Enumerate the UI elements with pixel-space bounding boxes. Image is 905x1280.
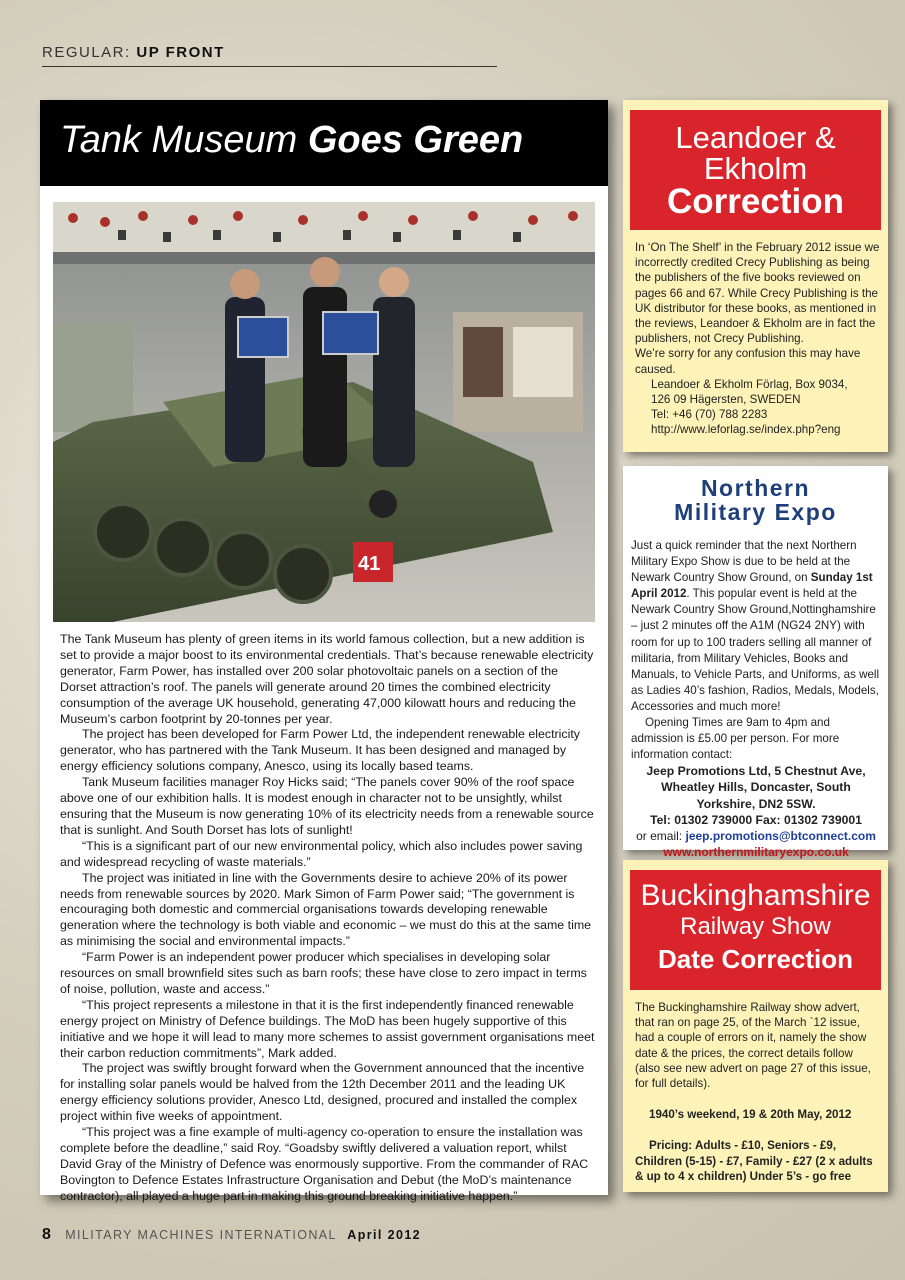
correction-box	[623, 100, 888, 452]
article-title	[60, 119, 523, 162]
article-body	[60, 632, 595, 1205]
article-title-bar	[40, 100, 608, 186]
article-paragraph: The project has been developed for Farm Power Ltd, the independent renewable electricity generator, who has partnered with the Tank Museum. It has been designed and managed by energy efficiency solutions company, Anesco, using its locally based teams.	[60, 727, 580, 774]
article-paragraph: “Farm Power is an independent power producer which specialises in developing solar resources on small brownfield sites such as barn roofs; these have close to zero impact in terms of noise, pollution, waste and access.”	[60, 950, 587, 996]
expo-opening: Opening Times are 9am to 4pm and admission is £5.00 per person. For more information contact:	[631, 716, 840, 762]
article-photo	[53, 202, 595, 622]
address-line: Tel: +46 (70) 788 2283	[651, 408, 768, 422]
expo-phone: Tel: 01302 739000 Fax: 01302 739001	[650, 812, 862, 827]
railway-pricing: Pricing: Adults - £10, Seniors - £9, Children (5-15) - £7, Family - £27 (2 x adults & up to 4 x children) Under 5’s - go free	[635, 1139, 873, 1183]
article-paragraph: The project was initiated in line with the Governments desire to achieve 20% of its power needs from renewable sources by 2020. Mark Simon of Farm Power said; “The government is encouraging both domestic and commercial organisations towards developing renewable generation where the technology is both viable and economic – we must do this at the same time as minimising the social and environmental impacts.”	[60, 870, 592, 949]
expo-website-link[interactable]: www.northernmilitaryexpo.co.uk	[663, 844, 849, 859]
railway-text: The Buckinghamshire Railway show advert, that ran on page 25, of the March `12 issue, had a couple of errors on it, namely the show date & the prices, the correct details follow (also see new advert on page 27 of this issue, for full details).	[635, 1001, 871, 1091]
correction-address	[635, 377, 881, 438]
article-paragraph: The project was swiftly brought forward when the Government announced that the incentive for installing solar panels would be halved from the 12th December 2011 and the leading UK energy efficiency solutions provider, Anesco Ltd, designed, procured and installed the complex project within five weeks of appointment.	[60, 1061, 585, 1124]
turret-number: 41	[358, 553, 381, 575]
expo-text-after: . This popular event is held at the Newark Country Show Ground,Nottinghamshire – just 2 minutes off the A1M (NG24 2NY) with room for up to 100 traders selling all manner of militaria, from Military Vehicles, Books and Manuals, to Vehicle Parts, and Uniforms, as well as Ladies 40’s fashion, Radios, Medals, Models, Accessories and much more!	[631, 587, 880, 713]
title-regular: Tank Museum	[60, 119, 298, 161]
railway-box-title	[630, 870, 881, 990]
page-number: 8	[42, 1226, 53, 1243]
article-paragraph: “This project was a fine example of multi-agency co-operation to ensure the installation was complete before the deadline,” said Roy. “Goadsby swiftly delivered a valuation report, whilst David Gray of the Ministry of Defence was enormously supportive. From the commander of RAC Bovington to Defence Estates Infrastructure Organisation and Debut (the MoD’s maintenance contractor), all played a huge part in making this ground breaking initiative happen.”	[60, 1125, 589, 1203]
expo-date: Sunday 1st April 2012	[631, 571, 873, 601]
expo-email-line	[631, 828, 881, 844]
correction-apology: We’re sorry for any confusion this may have caused.	[635, 347, 861, 376]
section-header	[42, 44, 497, 67]
railway-box	[623, 860, 888, 1192]
page-footer	[42, 1226, 421, 1244]
section-label: REGULAR:	[42, 44, 131, 61]
correction-title-line2: Ekholm	[703, 151, 808, 186]
railway-title-line2: Railway Show	[680, 913, 831, 940]
tank-photo-illustration	[53, 202, 595, 622]
expo-title-line1: Northern	[700, 475, 811, 501]
people-figures	[225, 257, 415, 467]
correction-box-title	[630, 110, 881, 230]
main-article	[40, 100, 608, 1203]
expo-box-body	[631, 538, 881, 860]
railway-box-body	[635, 1000, 881, 1184]
expo-email-label: or email:	[636, 828, 686, 843]
expo-text	[631, 538, 881, 715]
article-paragraph: Tank Museum facilities manager Roy Hicks said; “The panels cover 90% of the roof space above one of our exhibition halls. It is modest enough in character not to be unsightly, whilst ensuring that the Museum is now generating 10% of its electricity needs from a renewable source that is sunlight. And South Dorset has lots of sunlight!	[60, 775, 594, 837]
address-url[interactable]: http://www.leforlag.se/index.php?eng	[651, 423, 841, 437]
address-line: 126 09 Hägersten, SWEDEN	[651, 393, 801, 407]
article-paragraph: “This is a significant part of our new environmental policy, which also includes power saving and widespread recycling of waste materials.”	[60, 838, 583, 869]
correction-title-line1: Leandoer &	[675, 120, 836, 155]
correction-title-line3: Correction	[667, 182, 844, 221]
expo-box-title	[623, 466, 888, 524]
railway-title-line3: Date Correction	[657, 944, 854, 974]
title-bold: Goes Green	[307, 119, 524, 161]
expo-box	[623, 466, 888, 859]
railway-title-line1: Buckinghamshire	[640, 879, 871, 912]
expo-title-line2: Military Expo	[674, 499, 837, 525]
expo-text-before: Just a quick reminder that the next Northern Military Expo Show is due to be held at the Newark Country Show Ground, on	[631, 539, 857, 585]
address-line: Leandoer & Ekholm Förlag, Box 9034,	[651, 377, 848, 391]
article-paragraph: “This project represents a milestone in that it is the first independently financed renewable energy project on Ministry of Defence buildings. The MoD has been hugely supportive of this initiative and we hope it will lead to many more schemes to assist government organisations meet their carbon reduction commitments”, Mark added.	[60, 997, 595, 1060]
correction-box-body	[635, 240, 881, 438]
article-paragraph: The Tank Museum has plenty of green items in its world famous collection, but a new addition is set to provide a major boost to its environmental credentials. That’s because renewable electricity generator, Farm Power, has installed over 200 solar photovoltaic panels on a section of the Dorset attraction’s roof. The panels will generate around 20 times the combined electricity consumption of the average UK household, generating 47,000 kilowatt hours and reducing the Museum’s carbon footprint by 20-tonnes per year.	[60, 632, 594, 726]
correction-text: In ‘On The Shelf’ in the February 2012 issue we incorrectly credited Crecy Publishing as being the publishers of the five books reviewed on pages 66 and 67. While Crecy Publishing is the UK distributor for these books, as mentioned in the reviews, Leandoer & Ekholm are in fact the publishers, not Crecy Publishing.	[635, 241, 880, 346]
section-title: UP FRONT	[136, 44, 225, 61]
expo-email-link[interactable]: jeep.promotions@btconnect.com	[685, 828, 876, 843]
railway-dates: 1940’s weekend, 19 & 20th May, 2012	[649, 1108, 852, 1122]
issue-date: April 2012	[347, 1228, 422, 1242]
magazine-name: MILITARY MACHINES INTERNATIONAL	[65, 1228, 337, 1242]
expo-contact: Jeep Promotions Ltd, 5 Chestnut Ave, Wheatley Hills, Doncaster, South Yorkshire, DN2 5SW.	[646, 764, 866, 811]
